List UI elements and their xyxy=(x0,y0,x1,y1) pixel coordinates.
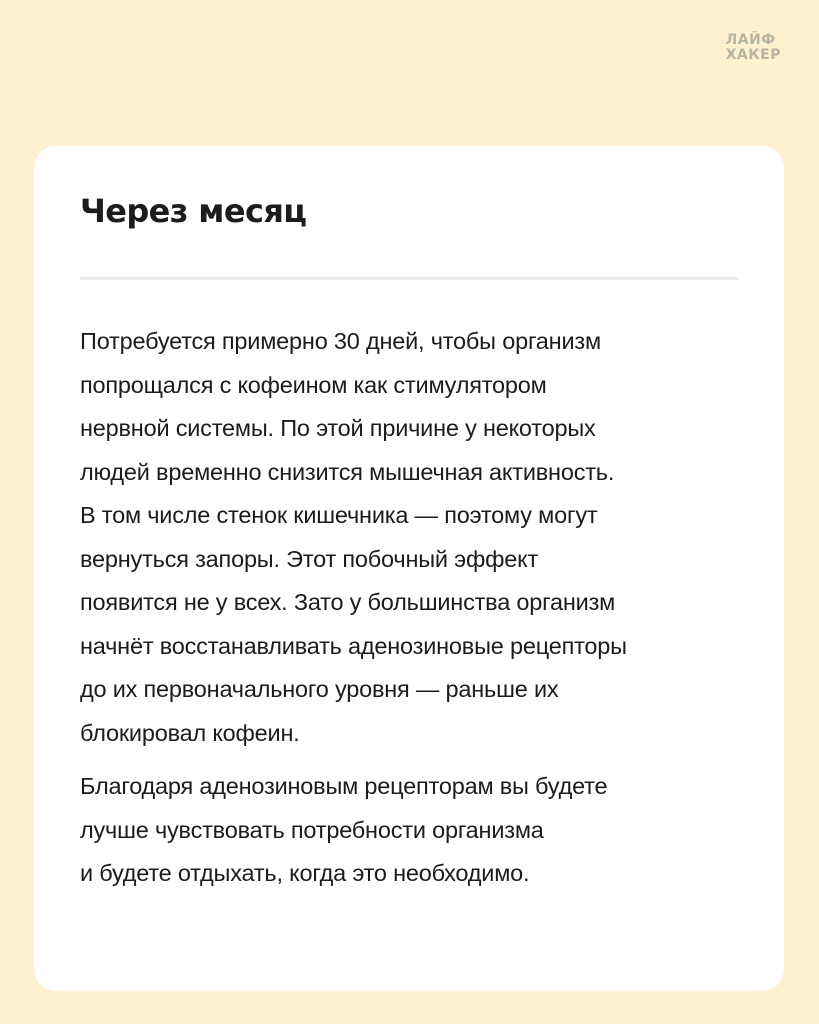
text-line: попрощался с кофеином как стимулятором xyxy=(80,371,547,398)
text-line: людей временно снизится мышечная активность. xyxy=(80,458,615,485)
card-title: Через месяц xyxy=(80,192,307,230)
text-line: Благодаря аденозиновым рецепторам вы будете xyxy=(80,773,608,799)
text-line: появится не у всех. Зато у большинства организм xyxy=(80,589,616,615)
paragraph-1 xyxy=(80,320,760,755)
title-divider xyxy=(80,277,739,280)
text-line: Потребуется примерно 30 дней, чтобы организм xyxy=(80,328,601,354)
paragraph-2 xyxy=(80,765,760,896)
content-card xyxy=(34,146,784,991)
text-line: вернуться запоры. Этот побочный эффект xyxy=(80,545,539,572)
card-body xyxy=(80,320,760,896)
text-line: начнёт восстанавливать аденозиновые рецепторы xyxy=(80,632,627,659)
text-line: В том числе стенок кишечника — поэтому могут xyxy=(80,502,598,528)
text-line: блокировал кофеин. xyxy=(80,719,300,746)
text-line: лучше чувствовать потребности организма xyxy=(80,816,544,843)
lifehacker-logo xyxy=(726,33,781,63)
text-line: и будете отдыхать, когда это необходимо. xyxy=(80,860,530,886)
logo-line-2: ХАКЕР xyxy=(725,47,781,63)
logo-line-1: ЛАЙФ xyxy=(725,32,776,48)
text-line: до их первоначального уровня — раньше их xyxy=(80,676,559,702)
text-line: нервной системы. По этой причине у некоторых xyxy=(80,415,596,441)
